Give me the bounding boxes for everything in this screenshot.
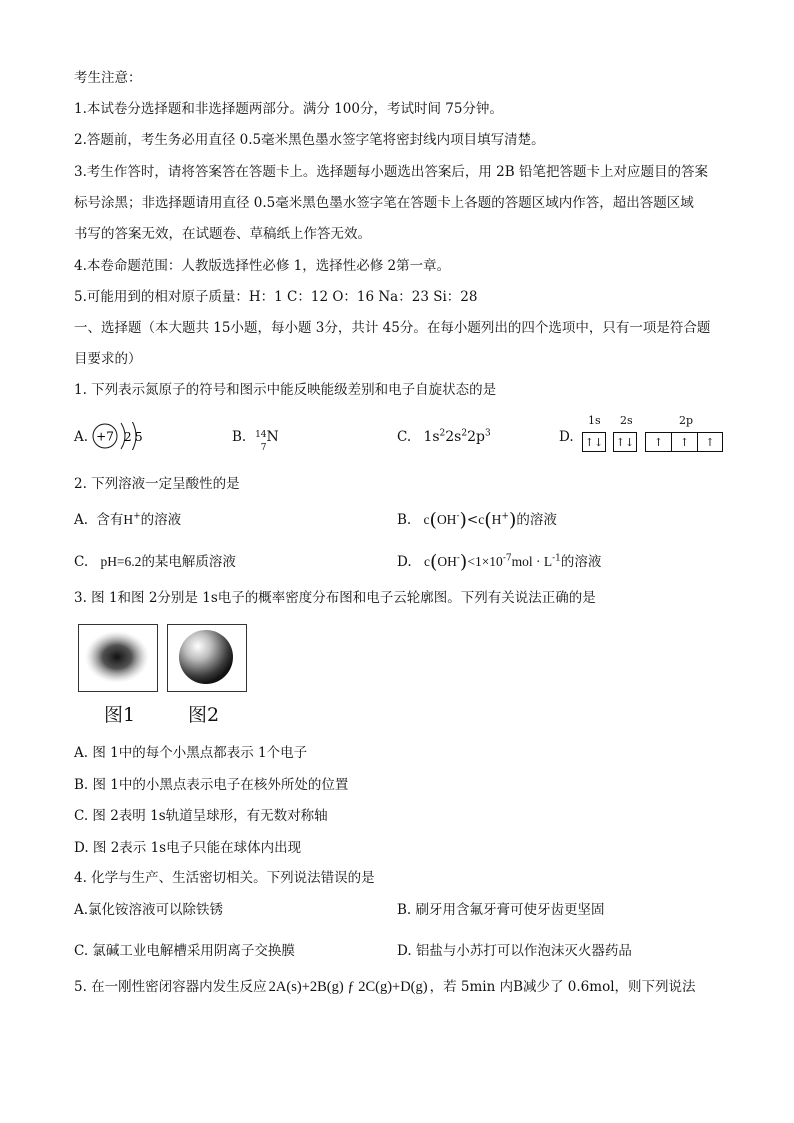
q2-option-a: A. 含有H+的溶液 <box>74 511 182 528</box>
q2-option-a-label: A. <box>74 512 89 528</box>
q3-option-c: C. 图 2表明 1s轨道呈球形，有无数对称轴 <box>74 808 328 824</box>
q1-nucleus-charge: +7 <box>96 429 114 444</box>
q1-atom-structure-diagram <box>92 422 152 450</box>
q3-sphere <box>168 625 245 690</box>
q1-mass-number: 14 <box>255 430 267 440</box>
q3-option-a: A. 图 1中的每个小黑点都表示 1个电子 <box>74 745 308 761</box>
q2-a-pre: 含有 <box>96 512 124 528</box>
q1-option-c <box>397 427 491 447</box>
notice-item-3: 3.考生作答时，请将答案答在答题卡上。选择题每小题选出答案后，用 2B 铅笔把答题卡上对应题目的答案 <box>74 164 708 180</box>
q1-orbital-box-2s <box>613 432 637 452</box>
q1-option-c-label: C. <box>397 429 412 445</box>
q3-figure-1-caption: 图1 <box>104 704 136 726</box>
q1-element-symbol: N <box>266 429 279 445</box>
q1-orbital-label-2s: 2s <box>620 414 633 427</box>
q3-figure-2-electron-cloud-sphere <box>167 624 247 692</box>
q1-electron-config: $1s^22s^22p^3$ <box>423 428 491 445</box>
section-title-cont: 目要求的） <box>74 351 142 367</box>
q4-option-c: C. 氯碱工业电解槽采用阴离子交换膜 <box>74 943 295 959</box>
q1-option-b <box>232 427 279 453</box>
q1-orbital-box-2p <box>645 432 723 452</box>
q3-option-b: B. 图 1中的小黑点表示电子在核外所处的位置 <box>74 777 349 793</box>
q1-arrows-2s: ↑↓ <box>615 435 635 449</box>
notice-item-3-cont2: 书写的答案无效，在试题卷、草稿纸上作答无效。 <box>74 226 371 242</box>
q2-a-ion: H <box>123 512 134 527</box>
notice-title: 考生注意： <box>74 70 142 86</box>
notice-item-3-cont: 标号涂黑；非选择题请用直径 0.5毫米黑色墨水签字笔在答题卡上各题的答题区域内作答，超出答题区域 <box>74 195 694 211</box>
q4-option-a: A.氯化铵溶液可以除铁锈 <box>74 902 224 918</box>
q1-arrows-1s: ↑↓ <box>584 435 604 449</box>
q2-stem: 2. 下列溶液一定呈酸性的是 <box>74 476 240 492</box>
q1-arrow-2p-3: ↑ <box>705 435 715 449</box>
q2-option-c-label: C. <box>74 554 89 570</box>
q1-option-d-label: D. <box>559 429 574 445</box>
q3-figure-2-caption: 图2 <box>188 704 220 726</box>
notice-item-4: 4.本卷命题范围：人教版选择性必修 1，选择性必修 2第一章。 <box>74 258 451 274</box>
q3-option-d: D. 图 2表示 1s电子只能在球体内出现 <box>74 840 302 856</box>
q1-nuclide-numbers <box>255 427 267 453</box>
q3-dot-cloud <box>79 625 156 690</box>
q1-stem: 1. 下列表示氮原子的符号和图示中能反映能级差别和电子自旋状态的是 <box>74 382 497 398</box>
q2-option-b-label: B. <box>397 512 412 528</box>
notice-item-5: 5.可能用到的相对原子质量：H：1 C：12 O：16 Na：23 Si：28 <box>74 289 478 305</box>
section-title: 一、选择题（本大题共 15小题，每小题 3分，共计 45分。在每小题列出的四个选项中，只有一项是符合题 <box>74 320 711 336</box>
q1-orbital-box-1s <box>582 432 606 452</box>
notice-item-2: 2.答题前，考生务必用直径 0.5毫米黑色墨水签字笔将密封线内项目填写清楚。 <box>74 132 545 148</box>
q3-figure-1-probability-density <box>78 624 158 692</box>
q1-arrow-2p-1: ↑ <box>646 433 672 451</box>
q3-stem: 3. 图 1和图 2分别是 1s电子的概率密度分布图和电子云轮廓图。下列有关说法正确的是 <box>74 590 596 606</box>
q5-stem: 5. 在一刚性密闭容器内发生反应 2A(s)+2B(g) ƒ 2C(g)+D(g) ，若 5min 内B减少了 0.6mol，则下列说法 <box>74 979 696 995</box>
q5-stem-pre: 5. 在一刚性密闭容器内发生反应 <box>74 979 267 995</box>
q1-shell1-count: 2 <box>124 430 132 444</box>
q4-option-d: D. 铝盐与小苏打可以作泡沫灭火器药品 <box>397 943 632 959</box>
q1-option-b-label: B. <box>232 429 247 445</box>
q1-atomic-number: 7 <box>260 443 267 453</box>
q1-option-a-label: A. <box>74 429 89 445</box>
q2-option-d-label: D. <box>397 554 412 570</box>
notice-item-1: 1.本试卷分选择题和非选择题两部分。满分 100分，考试时间 75分钟。 <box>74 101 503 117</box>
q2-option-c: C. pH=6.2的某电解质溶液 <box>74 554 236 570</box>
q1-arrow-2p-2: ↑ <box>672 433 698 451</box>
q1-shell2-count: 5 <box>135 430 143 444</box>
q4-option-b: B. 刷牙用含氟牙膏可使牙齿更坚固 <box>397 902 605 918</box>
q2-option-b: B. c(OH-)<c(H+)的溶液 <box>397 509 557 531</box>
q4-stem: 4. 化学与生产、生活密切相关。下列说法错误的是 <box>74 870 375 886</box>
q2-option-d: D. $c(OH^-)<1\times 10^{-7}mol \cdot L^{-1}$的溶液 <box>397 551 602 573</box>
q1-orbital-label-1s: 1s <box>588 414 601 427</box>
q5-reaction: 2A(s)+2B(g) ƒ 2C(g)+D(g) <box>268 979 428 995</box>
q1-orbital-label-2p: 2p <box>679 414 694 427</box>
